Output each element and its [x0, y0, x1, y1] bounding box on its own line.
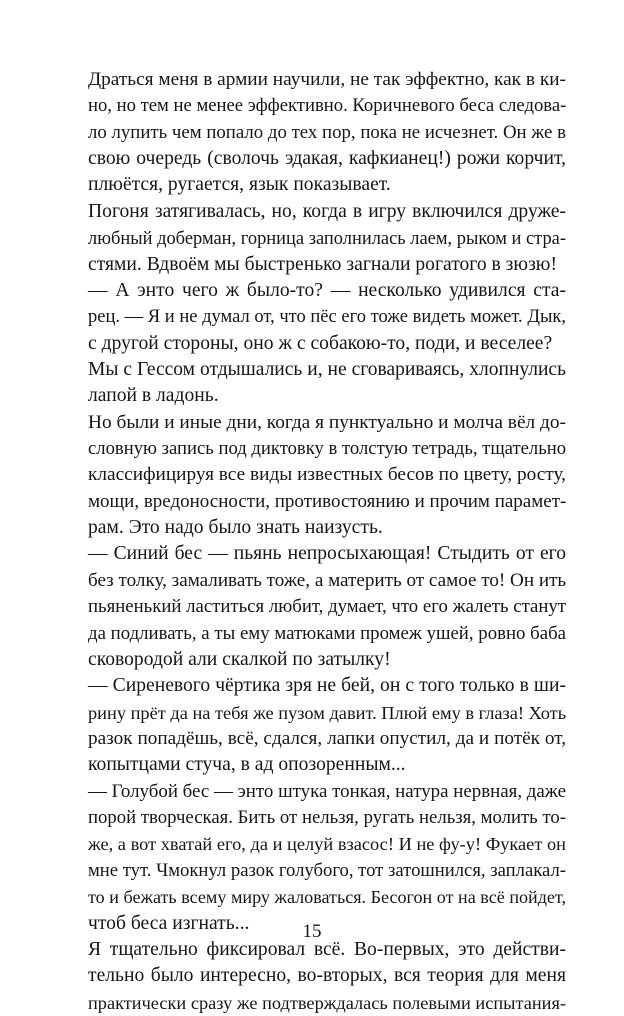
text-line: Погоня затягивалась, но, когда в игру включился друже-: [88, 200, 566, 222]
text-line: но, но тем не менее эффективно. Коричневого беса следова-: [88, 95, 567, 117]
text-line: порой творческая. Бить от нельзя, ругать нельзя, молить то-: [88, 807, 566, 829]
text-line: — А энто чего ж было-то? — несколько удивился ста-: [88, 279, 566, 301]
text-line: — Синий бес — пьянь непросыхающая! Стыдить от его: [88, 543, 566, 565]
text-line: копытцами стуча, в ад опозоренным...: [88, 754, 406, 776]
text-line: любный доберман, горница заполнилась лаем, рыком и стра-: [88, 228, 566, 249]
text-line: практически сразу же подтверждалась полевыми испытания-: [88, 992, 566, 1013]
text-line: без толку, замаливать тоже, а материть от самое то! Он ить: [88, 569, 567, 591]
text-line: мощи, вредоносности, противостоянию и прочим парамет-: [88, 490, 567, 512]
text-line: рину прёт да на тебя же пузом давит. Плюй ему в глаза! Хоть: [88, 702, 567, 723]
text-line: чтоб беса изгнать...: [88, 912, 250, 934]
text-line: ло лупить чем попало до тех пор, пока не исчезнет. Он же в: [88, 121, 566, 143]
text-line: рам. Это надо было знать наизусть.: [88, 517, 383, 539]
text-line: Мы с Гессом отдышались и, не сговариваясь, хлопнулись: [88, 358, 566, 380]
text-line: словную запись под диктовку в толстую тетрадь, тщательно: [88, 438, 567, 460]
text-line: Драться меня в армии научили, не так эффектно, как в ки-: [88, 69, 566, 90]
text-line: классифицируя все виды известных бесов по цвету, росту,: [88, 464, 566, 486]
text-line: стями. Вдвоём мы быстренько загнали рогатого в зюзю!: [88, 253, 557, 275]
text-line: пьяненький ластиться любит, думает, что его жалеть станут: [88, 596, 566, 618]
text-line: то и бежать всему миру жаловаться. Бесогон от на всё пойдет,: [88, 887, 566, 908]
page-number: 15: [302, 921, 322, 942]
text-line: тельно было интересно, во-вторых, вся теория для меня: [88, 965, 566, 987]
body-text: [88, 67, 566, 1016]
text-line: Я тщательно фиксировал всё. Во-первых, это действи-: [88, 938, 566, 960]
text-line: разок попадёшь, всё, сдался, лапки опустил, да и потёк от,: [88, 727, 566, 749]
text-line: с другой стороны, оно ж с собакою-то, поди, и веселее?: [88, 332, 553, 354]
text-line: же, а вот хватай его, да и целуй взасос! И не фу-у! Фукает он: [88, 834, 566, 855]
text-line: лапой в ладонь.: [88, 385, 219, 407]
text-line: — Голубой бес — энто штука тонкая, натура нервная, даже: [88, 780, 566, 802]
text-line: Но были и иные дни, когда я пунктуально и молча вёл до-: [88, 411, 566, 433]
text-line: мне тут. Чмокнул разок голубого, тот затошнился, заплакал-: [88, 859, 566, 881]
text-line: — Сиреневого чёртика зря не бей, он с того только в ши-: [88, 675, 566, 697]
text-line: рец. — Я и не думал от, что пёс его тоже видеть может. Дык,: [88, 307, 566, 328]
text-line: свою очередь (сволочь эдакая, кафкианец!) рожи корчит,: [88, 148, 566, 170]
text-line: плюётся, ругается, язык показывает.: [88, 174, 391, 196]
text-line: да подливать, а ты ему матюками промеж ушей, ровно баба: [88, 622, 566, 644]
text-line: сковородой али скалкой по затылку!: [88, 648, 391, 670]
